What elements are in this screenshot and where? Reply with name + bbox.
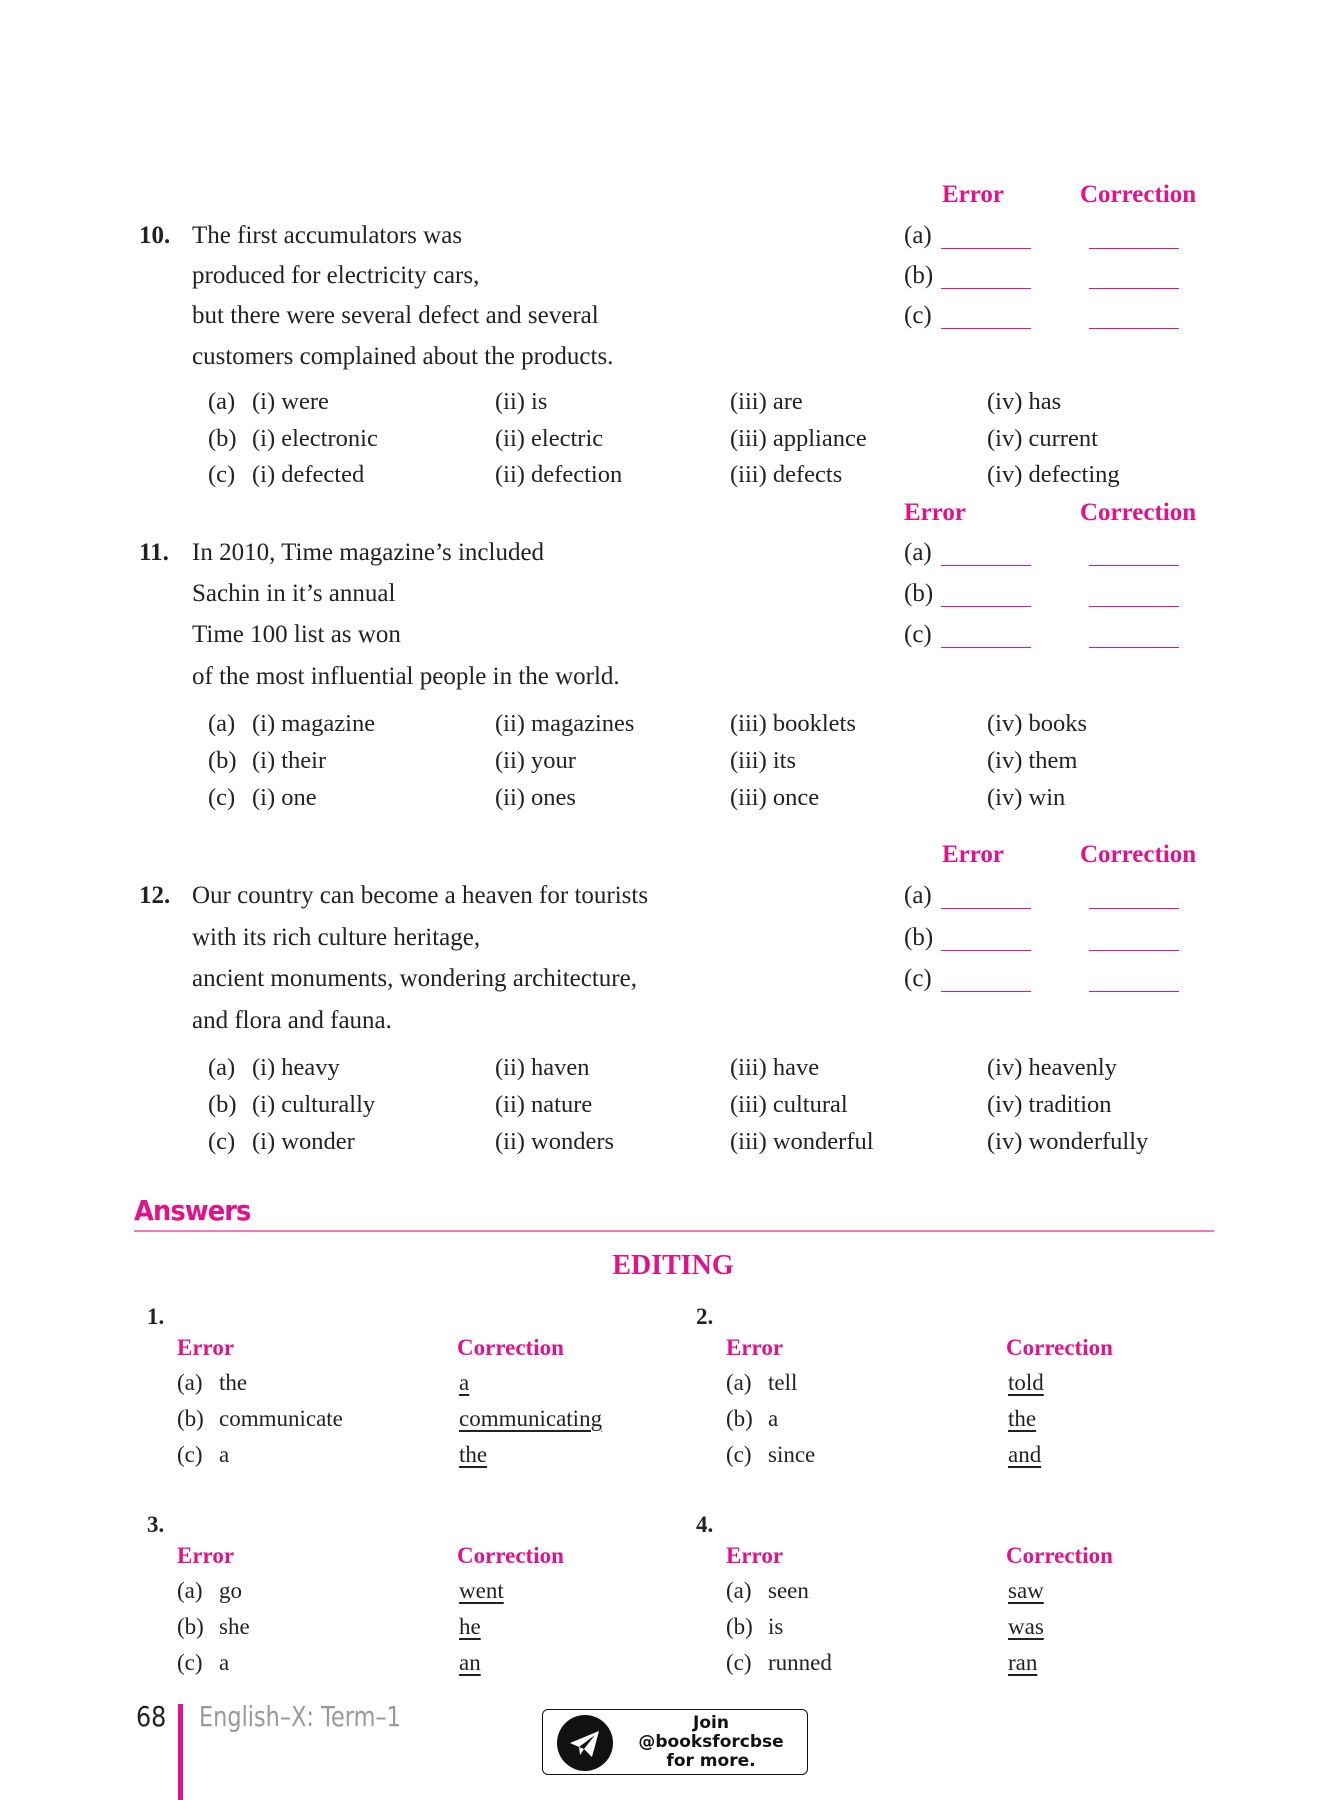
answer-row-label: (b)	[177, 1614, 204, 1639]
answer-number: 3.	[147, 1512, 165, 1537]
option-row-label: (c)	[208, 1128, 236, 1155]
option-choice: (iv) books	[987, 710, 1088, 737]
answer-row-label: (b)	[726, 1614, 753, 1639]
option-choice: (iii) cultural	[730, 1091, 848, 1118]
question-number: 10.	[139, 222, 171, 249]
question-line: ancient monuments, wondering architecture,	[192, 965, 637, 992]
question-line: customers complained about the products.	[192, 343, 614, 370]
answer-row-label: (a)	[726, 1370, 752, 1395]
error-column-header: Error	[726, 1335, 784, 1360]
answer-correction: he	[459, 1614, 481, 1639]
correction-blank[interactable]	[1089, 991, 1179, 992]
promo-line: Join	[693, 1713, 729, 1733]
answer-correction: went	[459, 1578, 504, 1603]
error-blank[interactable]	[941, 565, 1031, 566]
answers-heading: Answers	[134, 1194, 251, 1227]
answer-number: 2.	[696, 1304, 714, 1329]
option-row-label: (a)	[208, 388, 236, 415]
option-choice: (i) their	[252, 747, 327, 774]
answer-error: runned	[768, 1650, 832, 1675]
option-choice: (iii) its	[730, 747, 797, 774]
answer-row-label: (a)	[177, 1370, 203, 1395]
option-choice: (ii) ones	[495, 784, 576, 811]
correction-column-header: Correction	[457, 1543, 564, 1568]
blank-label: (b)	[904, 924, 934, 951]
correction-blank[interactable]	[1089, 908, 1179, 909]
option-row-label: (c)	[208, 461, 236, 488]
option-choice: (ii) wonders	[495, 1128, 615, 1155]
question-line: Sachin in it’s annual	[192, 580, 396, 607]
answer-row-label: (c)	[177, 1650, 203, 1675]
telegram-promo-text	[621, 1714, 801, 1771]
promo-line: @booksforcbse	[638, 1732, 784, 1752]
error-column-header: Error	[942, 841, 1005, 868]
option-choice: (iii) appliance	[730, 425, 867, 452]
question-line: In 2010, Time magazine’s included	[192, 539, 545, 566]
answers-divider	[134, 1230, 1214, 1232]
option-choice: (iii) booklets	[730, 710, 856, 737]
option-choice: (iv) them	[987, 747, 1078, 774]
option-choice: (ii) magazines	[495, 710, 635, 737]
question-line: Our country can become a heaven for tourists	[192, 882, 649, 909]
correction-column-header: Correction	[1006, 1335, 1113, 1360]
answer-correction: an	[459, 1650, 481, 1675]
option-choice: (ii) nature	[495, 1091, 593, 1118]
correction-column-header: Correction	[1006, 1543, 1113, 1568]
option-choice: (ii) is	[495, 388, 548, 415]
option-choice: (ii) haven	[495, 1054, 590, 1081]
option-choice: (i) heavy	[252, 1054, 340, 1081]
blank-label: (c)	[904, 621, 932, 648]
answer-error: is	[768, 1614, 784, 1639]
option-row-label: (b)	[208, 425, 237, 452]
telegram-promo-button[interactable]	[542, 1709, 808, 1775]
option-row-label: (b)	[208, 1091, 237, 1118]
option-choice: (i) one	[252, 784, 317, 811]
question-line: The first accumulators was	[192, 222, 463, 249]
option-choice: (i) wonder	[252, 1128, 355, 1155]
option-choice: (iv) current	[987, 425, 1098, 452]
promo-line: for more.	[666, 1751, 756, 1771]
correction-blank[interactable]	[1089, 606, 1179, 607]
error-blank[interactable]	[941, 606, 1031, 607]
option-choice: (ii) electric	[495, 425, 604, 452]
option-choice: (iii) are	[730, 388, 803, 415]
question-line: Time 100 list as won	[192, 621, 401, 648]
option-choice: (i) defected	[252, 461, 365, 488]
answer-row-label: (b)	[726, 1406, 753, 1431]
answer-error: go	[219, 1578, 242, 1603]
blank-label: (a)	[904, 539, 932, 566]
option-choice: (i) electronic	[252, 425, 378, 452]
answer-error: seen	[768, 1578, 809, 1603]
telegram-icon	[557, 1715, 613, 1771]
blank-label: (a)	[904, 882, 932, 909]
footer-divider	[178, 1704, 183, 1800]
answer-error: tell	[768, 1370, 798, 1395]
option-row-label: (a)	[208, 1054, 236, 1081]
correction-blank[interactable]	[1089, 565, 1179, 566]
blank-label: (b)	[904, 580, 934, 607]
option-choice: (iii) once	[730, 784, 820, 811]
error-blank[interactable]	[941, 908, 1031, 909]
answer-error: a	[219, 1442, 230, 1467]
answer-row-label: (b)	[177, 1406, 204, 1431]
answer-error: since	[768, 1442, 816, 1467]
answer-row-label: (c)	[726, 1650, 752, 1675]
answer-error: communicate	[219, 1406, 343, 1431]
answer-correction: a	[459, 1370, 470, 1395]
book-title: English–X: Term–1	[199, 1700, 401, 1733]
question-number: 12.	[139, 882, 171, 909]
option-choice: (i) were	[252, 388, 329, 415]
question-line: but there were several defect and several	[192, 302, 599, 329]
option-choice: (iv) tradition	[987, 1091, 1112, 1118]
answer-error: a	[768, 1406, 779, 1431]
option-choice: (ii) defection	[495, 461, 623, 488]
option-choice: (iv) heavenly	[987, 1054, 1117, 1081]
answer-error: the	[219, 1370, 248, 1395]
correction-blank[interactable]	[1089, 248, 1179, 249]
option-row-label: (b)	[208, 747, 237, 774]
error-blank[interactable]	[941, 328, 1031, 329]
correction-blank[interactable]	[1089, 288, 1179, 289]
error-column-header: Error	[904, 499, 967, 526]
answer-row-label: (a)	[726, 1578, 752, 1603]
correction-column-header: Correction	[1080, 499, 1197, 526]
error-column-header: Error	[177, 1335, 235, 1360]
question-line: of the most influential people in the world.	[192, 663, 620, 690]
answer-row-label: (c)	[177, 1442, 203, 1467]
answer-correction: told	[1008, 1370, 1044, 1395]
question-line: produced for electricity cars,	[192, 262, 480, 289]
answers-section-title: EDITING	[612, 1250, 734, 1281]
answer-row-label: (c)	[726, 1442, 752, 1467]
option-choice: (iv) win	[987, 784, 1066, 811]
question-line: and flora and fauna.	[192, 1007, 392, 1034]
answer-number: 4.	[696, 1512, 714, 1537]
error-blank[interactable]	[941, 288, 1031, 289]
answer-correction: communicating	[459, 1406, 603, 1431]
answer-error: a	[219, 1650, 230, 1675]
correction-column-header: Correction	[457, 1335, 564, 1360]
correction-column-header: Correction	[1080, 181, 1197, 208]
answer-number: 1.	[147, 1304, 165, 1329]
option-row-label: (a)	[208, 710, 236, 737]
answer-correction: the	[1008, 1406, 1037, 1431]
question-line: with its rich culture heritage,	[192, 924, 481, 951]
answer-row-label: (a)	[177, 1578, 203, 1603]
error-blank[interactable]	[941, 647, 1031, 648]
answer-correction: was	[1008, 1614, 1044, 1639]
option-choice: (iv) wonderfully	[987, 1128, 1149, 1155]
option-row-label: (c)	[208, 784, 236, 811]
option-choice: (iv) has	[987, 388, 1062, 415]
correction-column-header: Correction	[1080, 841, 1197, 868]
page-number: 68	[136, 1700, 167, 1733]
option-choice: (iii) wonderful	[730, 1128, 874, 1155]
error-blank[interactable]	[941, 991, 1031, 992]
option-choice: (iii) have	[730, 1054, 820, 1081]
error-column-header: Error	[177, 1543, 235, 1568]
option-choice: (iv) defecting	[987, 461, 1120, 488]
answer-correction: and	[1008, 1442, 1042, 1467]
error-blank[interactable]	[941, 950, 1031, 951]
blank-label: (c)	[904, 302, 932, 329]
error-column-header: Error	[726, 1543, 784, 1568]
blank-label: (b)	[904, 262, 934, 289]
option-choice: (i) culturally	[252, 1091, 376, 1118]
question-number: 11.	[139, 539, 169, 566]
option-choice: (iii) defects	[730, 461, 843, 488]
correction-blank[interactable]	[1089, 328, 1179, 329]
answer-correction: the	[459, 1442, 488, 1467]
error-blank[interactable]	[941, 248, 1031, 249]
blank-label: (a)	[904, 222, 932, 249]
answer-error: she	[219, 1614, 250, 1639]
error-column-header: Error	[942, 181, 1005, 208]
answer-correction: ran	[1008, 1650, 1038, 1675]
answer-correction: saw	[1008, 1578, 1044, 1603]
option-choice: (i) magazine	[252, 710, 376, 737]
correction-blank[interactable]	[1089, 647, 1179, 648]
correction-blank[interactable]	[1089, 950, 1179, 951]
option-choice: (ii) your	[495, 747, 576, 774]
blank-label: (c)	[904, 965, 932, 992]
